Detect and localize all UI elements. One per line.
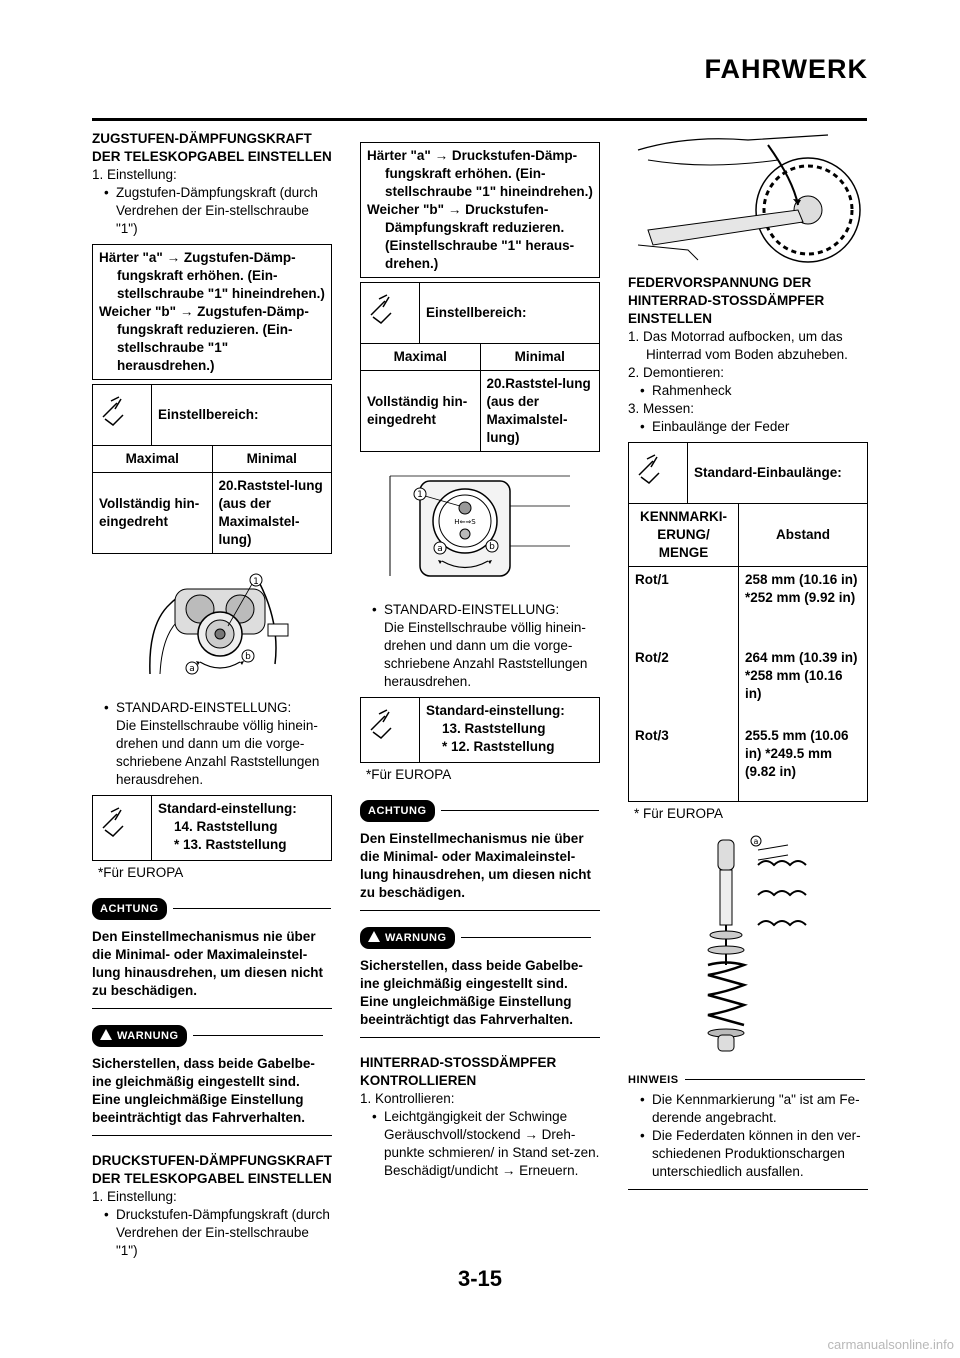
std-box-value-2b: * 12. Raststellung [442, 739, 555, 754]
step-1d: 1. Das Motorrad aufbocken, um das Hinterrad vom Boden abzuheben. [628, 329, 848, 362]
achtung-label: ACHTUNG [92, 898, 167, 920]
fork-figure [92, 564, 332, 689]
std-bullet-text: Die Einstellschraube völlig hinein-drehen und dann um die vorge-schriebene Anzahl Raststellungen herausdrehen. [116, 718, 320, 787]
std-bullet-title-2: STANDARD-EINSTELLUNG: [384, 602, 560, 617]
step-1b: 1. Einstellung: [92, 1189, 177, 1204]
dial-label-a: a [437, 544, 443, 554]
hinweis-item-1: • Die Kennmarkierung "a" ist am Fe-derende angebracht. [628, 1091, 868, 1127]
shock-absorber-illustration [698, 835, 828, 1055]
footnote-3: * Für EUROPA [634, 806, 724, 821]
column-1 [92, 130, 332, 1260]
step-2d: 2. Demontieren: [628, 365, 725, 380]
dial-label-1: 1 [417, 490, 423, 500]
fork-label-1: 1 [253, 577, 259, 587]
val-max-2: Vollständig hin-eingedreht [361, 371, 480, 452]
footnote-2: *Für EUROPA [366, 767, 452, 782]
warnung-block-2 [360, 927, 600, 1038]
bullet-compression-damping: • Druckstufen-Dämpfungskraft (durch Verdrehen der Ein-stellschraube "1") [92, 1206, 332, 1260]
hinweis-item-2: • Die Federdaten können in den ver-schiedenen Produktionschargen unterschiedlich ausfallen. [628, 1127, 868, 1181]
warnung-tag [92, 1025, 187, 1047]
fork-illustration [140, 564, 300, 684]
fork-label-a: a [189, 664, 195, 674]
step-1: 1. Einstellung: [92, 167, 177, 182]
harder-line: Härter "a" → Zugstufen-Dämp-fungskraft erhöhen. (Ein-stellschraube "1" hineindrehen.) [99, 250, 325, 301]
row-dist-3: 255.5 mm (10.06 in) *249.5 mm (9.82 in) [744, 728, 849, 779]
std-box-title: Standard-einstellung: [158, 801, 297, 816]
sub-damaged: Beschädigt/undicht → Erneuern. [384, 1163, 579, 1178]
achtung-block [92, 898, 332, 1009]
step-3d: 3. Messen: [628, 401, 695, 416]
section-heading-preload: FEDERVORSPANNUNG DER HINTERRAD-STOSSDÄMPFER EINSTELLEN [628, 275, 825, 326]
std-box-title-2: Standard-einstellung: [426, 703, 565, 718]
dial-text: H⇐⇒S [454, 518, 476, 526]
val-min-2: 20.Raststel-lung (aus der Maximalstel-lung) [480, 371, 599, 452]
col-max-header-2: Maximal [361, 344, 480, 371]
col-min-header: Minimal [246, 451, 297, 466]
bike-rear-illustration [628, 130, 868, 265]
bullet-swingarm: • Leichtgängigkeit der Schwinge [360, 1108, 600, 1126]
std-box-value-1b: 13. Raststellung [442, 721, 546, 736]
std-setting-box [92, 795, 332, 861]
spring-spec-table [628, 442, 868, 802]
warnung-block [92, 1025, 332, 1136]
std-setting-bullet [92, 699, 332, 789]
wrench-icon [361, 283, 420, 344]
hinweis-block [628, 1070, 868, 1190]
dial-figure [360, 466, 600, 591]
warning-icon [368, 931, 380, 942]
row-dist-2: 264 mm (10.39 in) *258 mm (10.16 in) [744, 650, 858, 701]
page-number: 3-15 [457, 1266, 503, 1291]
warnung-text: Sicherstellen, dass beide Gabelbe-ine gleichmäßig eingestellt sind. Eine ungleichmäßige Einstellung beeinträchtigt das Fahrverhalten. [92, 1056, 315, 1125]
row-mark-3: Rot/3 [629, 723, 738, 801]
achtung-block-2 [360, 800, 600, 911]
achtung-text-2: Den Einstellmechanismus nie über die Minimal- oder Maximaleinstel-lung hinausdrehen, um diesen nicht zu beschädigen. [360, 831, 592, 900]
val-max: Vollständig hin-eingedreht [93, 473, 212, 554]
col-max-header: Maximal [93, 446, 212, 473]
shock-label-a: a [753, 837, 759, 846]
row-mark-1: Rot/1 [629, 567, 738, 646]
spec-title: Einstellbereich: [152, 385, 332, 446]
column-2 [360, 142, 600, 1180]
warning-icon [100, 1029, 112, 1040]
wrench-icon [361, 698, 420, 762]
harder-line-2: Härter "a" → Druckstufen-Dämp-fungskraft erhöhen. (Ein-stellschraube "1" hineindrehen.) [367, 148, 593, 199]
dial-illustration [380, 466, 580, 586]
wrench-icon [93, 385, 152, 446]
spec-title-2: Einstellbereich: [420, 283, 600, 344]
section-heading-compression: DRUCKSTUFEN-DÄMPFUNGSKRAFT DER TELESKOPGABEL EINSTELLEN [92, 1153, 332, 1186]
softer-line-2: Weicher "b" → Druckstufen-Dämpfungskraft reduzieren. (Einstellschraube "1" heraus-drehen.) [367, 202, 575, 271]
hinweis-label: HINWEIS [628, 1074, 679, 1086]
bullet-rear-frame: • Rahmenheck [628, 382, 868, 400]
warnung-text-2: Sicherstellen, dass beide Gabelbe-ine gleichmäßig eingestellt sind. Eine ungleichmäßige Einstellung beeinträchtigt das Fahrverhalten. [360, 958, 583, 1027]
adjust-direction-box-2 [360, 142, 600, 278]
achtung-text: Den Einstellmechanismus nie über die Minimal- oder Maximaleinstel-lung hinausdrehen, um diesen nicht zu beschädigen. [92, 929, 324, 998]
bullet-spring-length: • Einbaulänge der Feder [628, 418, 868, 436]
std-box-value-1: 14. Raststellung [174, 819, 278, 834]
col-dist-header: Abstand [775, 527, 830, 542]
adjust-direction-box [92, 244, 332, 380]
std-setting-box-2 [360, 697, 600, 763]
std-box-value-2: * 13. Raststellung [174, 837, 287, 852]
spec-table-range [92, 384, 332, 554]
spring-spec-title: Standard-Einbaulänge: [688, 443, 868, 504]
std-bullet-text-2: Die Einstellschraube völlig hinein-drehen und dann um die vorge-schriebene Anzahl Raststellungen herausdrehen. [384, 620, 588, 689]
warnung-label: WARNUNG [117, 1030, 179, 1042]
section-heading-shock-check: HINTERRAD-STOSSDÄMPFER KONTROLLIEREN [360, 1055, 557, 1088]
spec-table-range-2 [360, 282, 600, 452]
warnung-label-2: WARNUNG [385, 932, 447, 944]
std-setting-bullet-2 [360, 601, 600, 691]
col-mark-header: KENNMARKI-ERUNG/ MENGE [629, 504, 738, 567]
bullet-rebound-damping: • Zugstufen-Dämpfungskraft (durch Verdrehen der Ein-stellschraube "1") [92, 184, 332, 238]
bike-figure [628, 130, 868, 270]
wrench-icon [629, 443, 688, 504]
row-dist-1: 258 mm (10.16 in) *252 mm (9.92 in) [738, 567, 867, 646]
page-title: FAHRWERK [704, 54, 868, 84]
wrench-icon [93, 796, 152, 860]
row-mark-2: Rot/2 [629, 645, 738, 723]
val-min: 20.Raststel-lung (aus der Maximalstel-lung) [212, 473, 331, 554]
sub-noisy: Geräuschvoll/stockend → Dreh-punkte schmieren/ in Stand set-zen. [384, 1127, 600, 1160]
fork-label-b: b [245, 652, 251, 662]
header-rule [92, 118, 867, 121]
achtung-label-2: ACHTUNG [360, 800, 435, 822]
shock-figure [628, 835, 868, 1060]
std-bullet-title: STANDARD-EINSTELLUNG: [116, 700, 292, 715]
softer-line: Weicher "b" → Zugstufen-Dämp-fungskraft reduzieren. (Ein-stellschraube "1" herausdrehen.) [99, 304, 309, 373]
footnote: *Für EUROPA [98, 865, 184, 880]
warnung-tag-2 [360, 927, 455, 949]
section-heading-rebound: ZUGSTUFEN-DÄMPFUNGSKRAFT DER TELESKOPGABEL EINSTELLEN [92, 131, 332, 164]
col-min-header-2: Minimal [514, 349, 565, 364]
step-1c: 1. Kontrollieren: [360, 1091, 455, 1106]
dial-label-b: b [489, 542, 495, 552]
column-3 [628, 130, 868, 1190]
watermark: carmanualsonline.info [827, 1337, 954, 1352]
